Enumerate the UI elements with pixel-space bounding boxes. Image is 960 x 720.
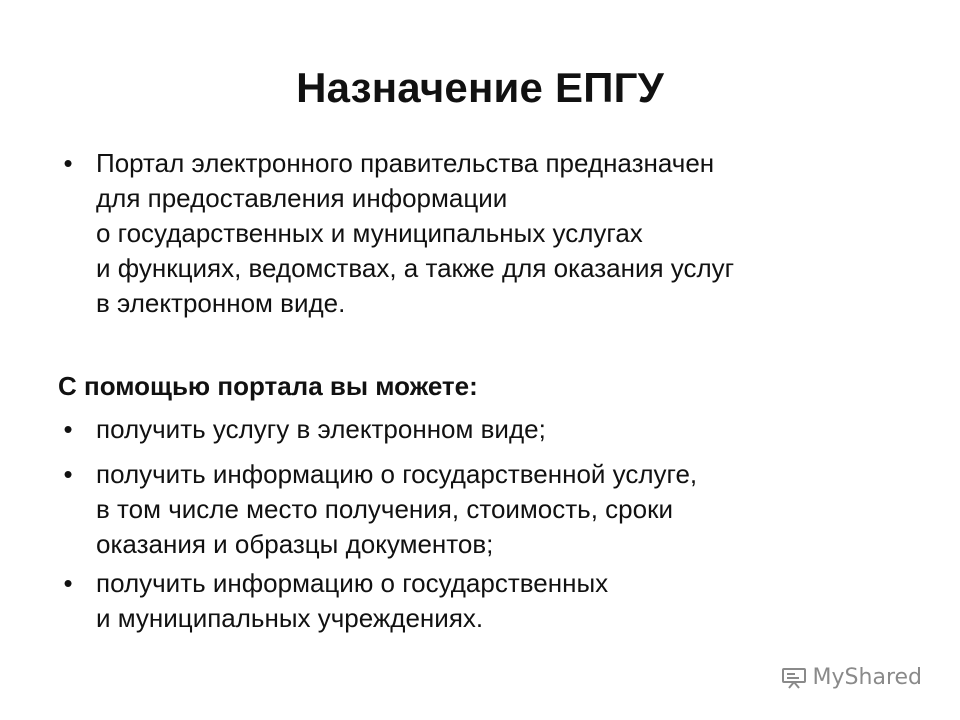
feature-list-item <box>58 457 918 562</box>
bullet-icon: • <box>63 148 73 178</box>
text-line: Портал электронного правительства предназначен <box>96 148 715 178</box>
bullet-item <box>58 457 918 562</box>
presentation-board-icon <box>781 666 807 690</box>
text-line: и муниципальных учреждениях. <box>96 603 484 633</box>
bullet-item <box>58 146 918 321</box>
bullet-item <box>58 412 918 447</box>
subheading: С помощью портала вы можете: <box>58 371 478 401</box>
text-line: о государственных и муниципальных услугах <box>96 218 643 248</box>
feature-list-item <box>58 566 918 636</box>
intro-paragraph <box>58 146 918 321</box>
watermark-text: MyShared <box>812 665 922 690</box>
bullet-icon: • <box>63 568 73 598</box>
bullet-icon: • <box>63 414 73 444</box>
watermark <box>781 665 922 690</box>
feature-list-item <box>58 412 918 447</box>
bullet-icon: • <box>63 459 73 489</box>
bullet-item <box>58 566 918 636</box>
text-line: получить информацию о государственной услуге, <box>96 459 698 489</box>
text-line: оказания и образцы документов; <box>96 529 494 559</box>
text-line: и функциях, ведомствах, а также для оказания услуг <box>96 253 735 283</box>
text-line: получить информацию о государственных <box>96 568 609 598</box>
slide-title: Назначение ЕПГУ <box>296 64 664 111</box>
text-line: в том числе место получения, стоимость, сроки <box>96 494 673 524</box>
text-line: получить услугу в электронном виде; <box>96 414 546 444</box>
text-line: в электронном виде. <box>96 288 346 318</box>
text-line: для предоставления информации <box>96 183 508 213</box>
